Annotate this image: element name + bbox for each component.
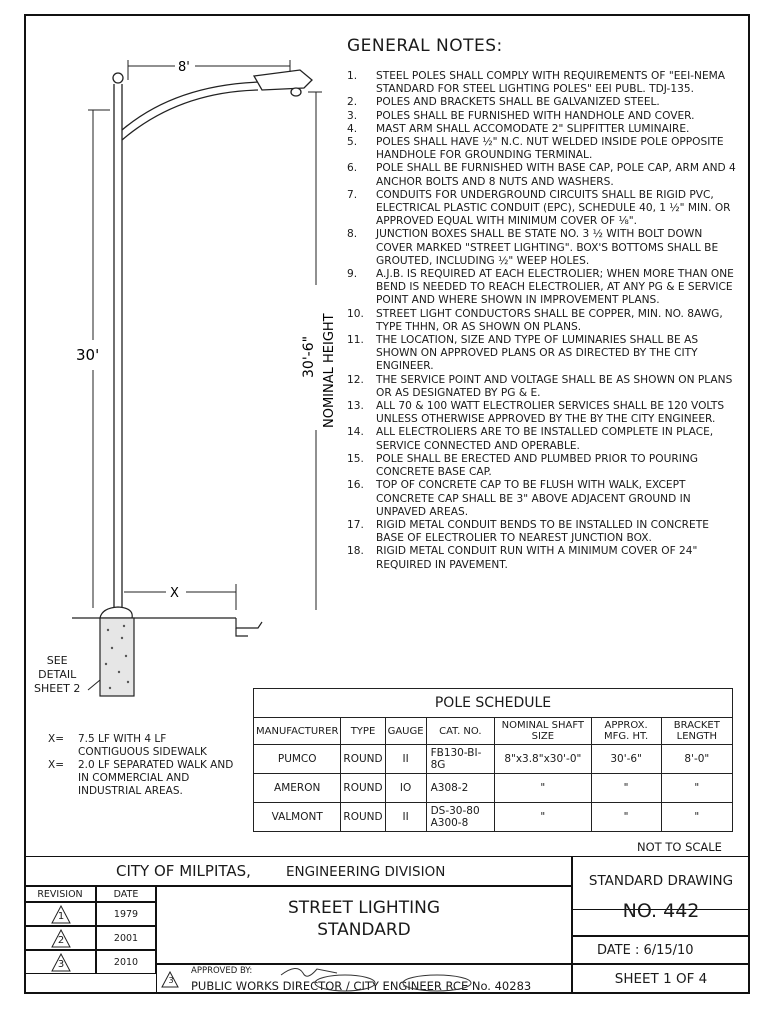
general-notes-title: GENERAL NOTES:	[347, 36, 503, 56]
note-number: 11.	[347, 334, 364, 347]
not-to-scale-label: NOT TO SCALE	[637, 840, 722, 854]
x-note-text: 7.5 LF WITH 4 LF CONTIGUOUS SIDEWALK	[78, 733, 207, 758]
revision-number: 2	[57, 935, 65, 946]
schedule-row	[254, 774, 733, 803]
note-text: STEEL POLES SHALL COMPLY WITH REQUIREMENTS OF "EEI-NEMA STANDARD FOR STEEL LIGHTING POLES" EEI PUBL. TDJ-135.	[376, 70, 726, 96]
note-text: CONDUITS FOR UNDERGROUND CIRCUITS SHALL BE RIGID PVC, ELECTRICAL PLASTIC CONDUIT (EPC), SCHEDULE 40, 1 ½" MIN. OR APPROVED EQUAL WITH MINIMUM COVER OF ⅛".	[376, 188, 731, 228]
schedule-cell: AMERON	[254, 774, 341, 803]
note-number: 9.	[347, 268, 358, 281]
schedule-cell: ROUND	[341, 774, 385, 803]
revision-date: 2010	[96, 950, 156, 974]
revision-cell	[24, 950, 96, 974]
general-notes-list	[347, 70, 739, 572]
revision-number: 1	[57, 911, 65, 922]
standard-drawing-label: STANDARD DRAWING	[588, 873, 734, 889]
note-text: ALL ELECTROLIERS ARE TO BE INSTALLED COMPLETE IN PLACE, SERVICE CONNECTED AND OPERABLE.	[376, 426, 714, 452]
revision-header: REVISION	[24, 886, 96, 902]
foundation	[100, 607, 134, 696]
drawing-date: DATE : 6/15/10	[597, 943, 694, 958]
approval-revision-number: 3	[168, 976, 174, 985]
date-header: DATE	[96, 886, 156, 902]
note-text: STREET LIGHT CONDUCTORS SHALL BE COPPER, MIN. NO. 8AWG, TYPE THHN, OR AS SHOWN ON PLANS.	[376, 307, 723, 333]
schedule-row	[254, 803, 733, 832]
general-note-item	[347, 228, 739, 268]
revision-date: 2001	[96, 926, 156, 950]
note-number: 17.	[347, 518, 364, 531]
pole-height-label: 30'	[76, 346, 100, 364]
schedule-header-cell: APPROX. MFG. HT.	[591, 718, 661, 745]
schedule-cell: A308-2	[426, 774, 495, 803]
note-text: A.J.B. IS REQUIRED AT EACH ELECTROLIER; WHEN MORE THAN ONE BEND IS NEEDED TO REACH ELECTROLIER, AT ANY PG & E SERVICE POINT AND WHERE SHOWN IN IMPROVEMENT PLANS.	[376, 268, 734, 307]
drawing-title-box	[156, 886, 572, 964]
note-text: JUNCTION BOXES SHALL BE STATE NO. 3 ½ WITH BOLT DOWN COVER MARKED "STREET LIGHTING". BOX'S BOTTOMS SHALL BE GROUTED, INCLUDING ½" WEEP HOLES.	[376, 228, 719, 267]
schedule-cell: "	[661, 774, 732, 803]
see-detail-note	[34, 654, 80, 696]
note-text: RIGID METAL CONDUIT RUN WITH A MINIMUM COVER OF 24" REQUIRED IN PAVEMENT.	[376, 545, 698, 571]
schedule-header-cell: CAT. NO.	[426, 718, 495, 745]
pole-shaft	[113, 73, 123, 607]
general-note-item	[347, 110, 739, 123]
note-text: THE LOCATION, SIZE AND TYPE OF LUMINARIES SHALL BE AS SHOWN ON APPROVED PLANS OR AS DIRECTED BY THE CITY ENGINEER.	[376, 334, 699, 373]
note-text: MAST ARM SHALL ACCOMODATE 2" SLIPFITTER LUMINAIRE.	[376, 122, 690, 135]
note-text: RIGID METAL CONDUIT BENDS TO BE INSTALLED IN CONCRETE BASE OF ELECTROLIER TO NEAREST JUNCTION BOX.	[376, 518, 709, 545]
schedule-cell: "	[661, 803, 732, 832]
see-detail-line: SEE	[46, 654, 68, 667]
sheet-number: SHEET 1 OF 4	[572, 964, 750, 994]
schedule-cell: FB130-BI-8G	[426, 745, 495, 774]
schedule-cell: 8'-0"	[661, 745, 732, 774]
note-number: 10.	[347, 307, 364, 320]
schedule-header-cell: TYPE	[341, 718, 385, 745]
schedule-header-cell: MANUFACTURER	[254, 718, 341, 745]
general-note-item	[347, 308, 739, 334]
schedule-cell: PUMCO	[254, 745, 341, 774]
note-number: 5.	[347, 136, 358, 149]
drawing-title-line1: STREET LIGHTING	[288, 898, 440, 918]
date-box	[572, 936, 750, 964]
schedule-cell: 8"x3.8"x30'-0"	[495, 745, 591, 774]
revision-cell	[24, 926, 96, 950]
mast-arm	[122, 82, 260, 140]
schedule-cell: "	[495, 774, 591, 803]
general-note-item	[347, 374, 739, 400]
note-number: 7.	[347, 188, 358, 201]
general-note-item	[347, 400, 739, 426]
schedule-header-cell: NOMINAL SHAFT SIZE	[495, 718, 591, 745]
general-note-item	[347, 519, 739, 545]
schedule-cell: II	[385, 803, 426, 832]
approval-box	[156, 964, 572, 994]
note-text: POLES AND BRACKETS SHALL BE GALVANIZED STEEL.	[376, 96, 660, 109]
note-number: 1.	[347, 70, 358, 82]
x-notes	[48, 733, 238, 798]
x-note-key: X=	[48, 733, 64, 745]
note-text: POLE SHALL BE ERECTED AND PLUMBED PRIOR TO POURING CONCRETE BASE CAP.	[376, 452, 699, 479]
general-note-item	[347, 426, 739, 452]
general-note-item	[347, 162, 739, 188]
note-text: TOP OF CONCRETE CAP TO BE FLUSH WITH WALK, EXCEPT CONCRETE CAP SHALL BE 3" ABOVE ADJACENT GROUND IN UNPAVED AREAS.	[376, 479, 691, 518]
x-dimension-label: X	[170, 586, 179, 601]
revision-number: 3	[57, 959, 65, 970]
schedule-cell: II	[385, 745, 426, 774]
bracket-dimension-label: 8'	[178, 60, 190, 75]
luminaire-head	[254, 70, 312, 96]
x-dimension	[124, 584, 236, 610]
division-name: ENGINEERING DIVISION	[286, 864, 446, 880]
note-text: ALL 70 & 100 WATT ELECTROLIER SERVICES SHALL BE 120 VOLTS UNLESS OTHERWISE APPROVED BY THE BY THE CITY ENGINEER.	[376, 400, 725, 426]
drawing-title	[157, 897, 571, 941]
schedule-cell: 30'-6"	[591, 745, 661, 774]
schedule-row	[254, 745, 733, 774]
general-note-item	[347, 268, 739, 308]
note-text: POLES SHALL HAVE ½" N.C. NUT WELDED INSIDE POLE OPPOSITE HANDHOLE FOR GROUNDING TERMINAL.	[376, 136, 724, 162]
revision-date: 1979	[96, 902, 156, 926]
general-note-item	[347, 453, 739, 479]
general-note-item	[347, 70, 739, 96]
pole-schedule-title: POLE SCHEDULE	[254, 689, 733, 718]
drawing-number: NO. 442	[572, 886, 750, 936]
schedule-cell: "	[591, 774, 661, 803]
schedule-header-cell: GAUGE	[385, 718, 426, 745]
note-number: 12.	[347, 373, 364, 386]
schedule-cell: DS-30-80 A300-8	[426, 803, 495, 832]
note-number: 4.	[347, 122, 358, 135]
schedule-cell: "	[495, 803, 591, 832]
note-number: 3.	[347, 109, 358, 122]
x-note-key: X=	[48, 759, 64, 771]
general-note-item	[347, 545, 739, 571]
schedule-cell: VALMONT	[254, 803, 341, 832]
revision-cell	[24, 902, 96, 926]
schedule-header-cell: BRACKET LENGTH	[661, 718, 732, 745]
schedule-cell: ROUND	[341, 745, 385, 774]
detail-leader	[88, 680, 100, 690]
x-note-text: 2.0 LF SEPARATED WALK AND IN COMMERCIAL AND INDUSTRIAL AREAS.	[78, 759, 234, 797]
general-note-item	[347, 123, 739, 136]
note-text: POLES SHALL BE FURNISHED WITH HANDHOLE AND COVER.	[376, 109, 695, 122]
drawing-title-line2: STANDARD	[317, 920, 411, 940]
note-text: THE SERVICE POINT AND VOLTAGE SHALL BE AS SHOWN ON PLANS OR AS DESIGNATED BY PG & E.	[376, 373, 733, 399]
approver-signature-line: PUBLIC WORKS DIRECTOR / CITY ENGINEER RCE No. 40283	[191, 979, 532, 993]
note-number: 15.	[347, 452, 364, 465]
approved-by-label: APPROVED BY:	[191, 966, 253, 976]
note-number: 13.	[347, 400, 364, 413]
note-number: 8.	[347, 228, 358, 241]
nominal-dimension-label: 30'-6"	[301, 335, 317, 378]
note-number: 18.	[347, 545, 364, 558]
schedule-cell: IO	[385, 774, 426, 803]
note-number: 14.	[347, 426, 364, 439]
x-note-item	[48, 733, 238, 759]
schedule-cell: ROUND	[341, 803, 385, 832]
note-number: 16.	[347, 479, 364, 492]
note-number: 6.	[347, 162, 358, 175]
note-text: POLE SHALL BE FURNISHED WITH BASE CAP, POLE CAP, ARM AND 4 ANCHOR BOLTS AND 8 NUTS AND WASHERS.	[376, 162, 736, 188]
signature-scribble	[277, 959, 477, 993]
see-detail-line: SHEET 2	[34, 682, 81, 695]
general-note-item	[347, 334, 739, 374]
city-header	[24, 856, 572, 886]
general-note-item	[347, 189, 739, 229]
see-detail-line: DETAIL	[38, 668, 77, 681]
general-note-item	[347, 136, 739, 162]
pole-schedule-table	[253, 688, 733, 832]
note-number: 2.	[347, 96, 358, 109]
schedule-cell: "	[591, 803, 661, 832]
nominal-height-label: NOMINAL HEIGHT	[322, 313, 337, 428]
city-name: CITY OF MILPITAS,	[116, 862, 251, 880]
general-note-item	[347, 96, 739, 109]
x-note-item	[48, 759, 238, 798]
general-note-item	[347, 479, 739, 519]
title-block	[30, 856, 750, 994]
